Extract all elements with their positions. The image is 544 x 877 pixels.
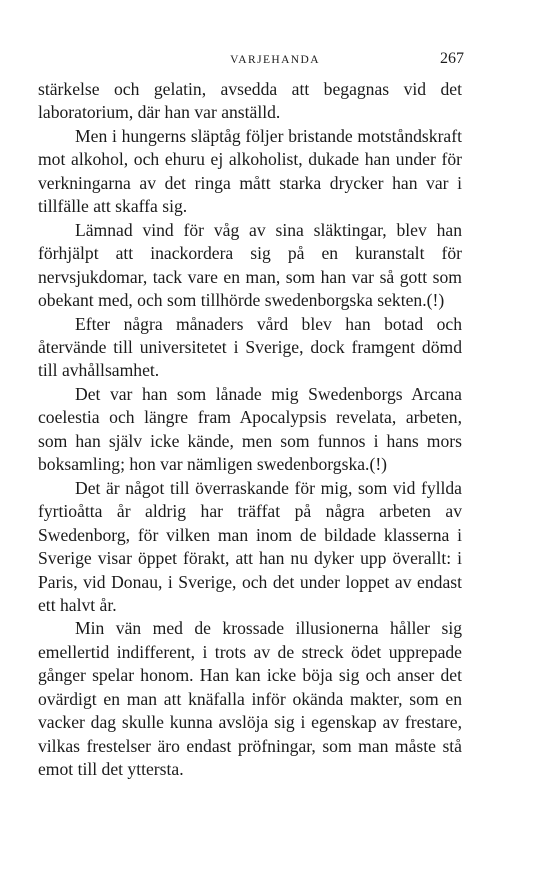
running-head [38,50,464,74]
paragraph: stärkelse och gelatin, avsedda att begagnas vid det laboratorium, där han var anställd. [38,79,462,123]
paragraph: Det är något till överraskande för mig, som vid fyllda fyrtioåtta år aldrig har träffat på några arbeten av Swedenborg, för vilken man inom de bildade klasserna i Sverige visar öppet förakt, att han nu dyker upp överallt: i Paris, vid Donau, i Sverige, och det under loppet av endast ett halvt år. [38,477,462,615]
paragraph: Det var han som lånade mig Swedenborgs Arcana coelestia och längre fram Apocalypsis revelata, arbeten, som han själv icke kände, men som funnos i hans mors boksamling; hon var nämligen swedenborgska.(!) [38,383,462,475]
paragraph: Min vän med de krossade illusionerna håller sig emellertid indifferent, i trots av de streck ödet upprepade gånger spelar honom. Han kan icke böja sig och anser det ovärdigt en man att knäfalla inför okända makter, som en vacker dag skulle kunna avslöja sig i egenskap av frestare, vilkas frestelser äro endast pröfningar, som man måste stå emot till det yttersta. [38,618,462,780]
body-text [38,78,462,782]
running-title: VARJEHANDA [230,54,320,66]
paragraph: Men i hungerns släptåg följer bristande motståndskraft mot alkohol, och ehuru ej alkoholist, dukade han under för verkningarna av det ringa mått starka drycker han var i tillfälle att skaffa sig. [38,125,462,217]
paragraph: Efter några månaders vård blev han botad och återvände till universitetet i Sverige, dock framgent dömd till avhållsamhet. [38,313,462,381]
page-number: 267 [440,50,464,67]
paragraph: Lämnad vind för våg av sina släktingar, blev han förhjälpt att inackordera sig på en kuranstalt för nervsjukdomar, tack vare en man, som han var så gott som obekant med, och som tillhörde swedenborgska sekten.(!) [38,219,462,311]
